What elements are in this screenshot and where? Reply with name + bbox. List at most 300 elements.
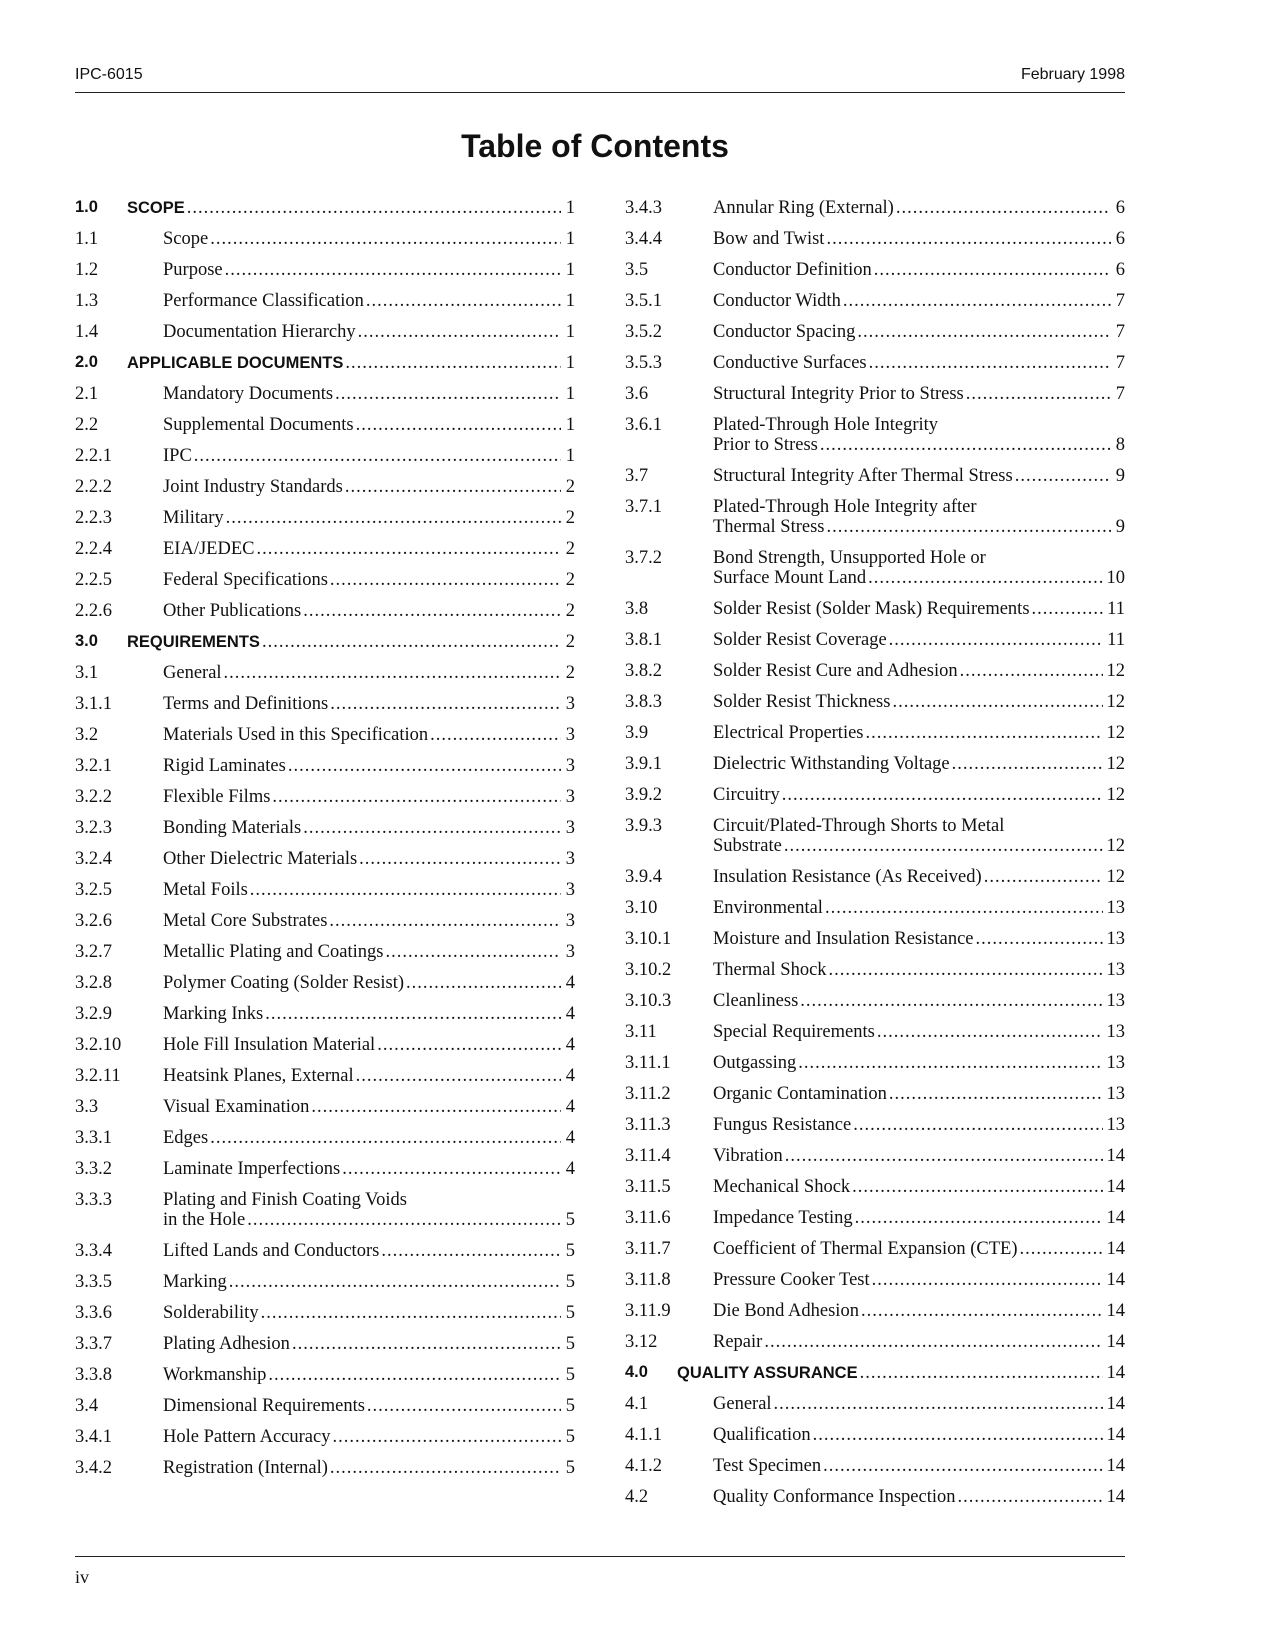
- toc-entry[interactable]: [75, 1303, 575, 1323]
- page-ref: 1: [565, 353, 575, 373]
- section-title: Documentation Hierarchy: [163, 322, 356, 342]
- toc-entry[interactable]: [625, 1394, 1125, 1414]
- section-number: 3.2.8: [75, 973, 112, 993]
- section-title: Moisture and Insulation Resistance: [713, 929, 974, 949]
- section-number: 3.9.1: [625, 754, 662, 774]
- toc-entry[interactable]: [625, 1177, 1125, 1197]
- section-number: 3.5.2: [625, 322, 662, 342]
- toc-entry[interactable]: [625, 1053, 1125, 1073]
- toc-entry[interactable]: [625, 785, 1125, 805]
- section-title: Solder Resist Coverage: [713, 630, 887, 650]
- section-title-continued: Surface Mount Land: [713, 568, 867, 588]
- dot-leader: [250, 880, 561, 900]
- toc-entry[interactable]: [625, 929, 1125, 949]
- toc-entry[interactable]: [625, 291, 1125, 311]
- toc-entry[interactable]: [75, 1159, 575, 1179]
- page-ref: 11: [1107, 630, 1125, 650]
- page-header: [75, 62, 1125, 93]
- page-ref: 2: [565, 570, 575, 590]
- dot-leader: [256, 539, 561, 559]
- section-title: Visual Examination: [163, 1097, 310, 1117]
- dot-leader: [210, 229, 561, 249]
- section-number: 3.4.3: [625, 198, 662, 218]
- page-ref: 5: [565, 1241, 575, 1261]
- section-title: Registration (Internal): [163, 1458, 328, 1478]
- section-number: 3.4.1: [75, 1427, 112, 1447]
- section-title-continued: Thermal Stress: [713, 517, 825, 537]
- page-ref: 14: [1106, 1487, 1125, 1507]
- section-number: 1.3: [75, 291, 99, 311]
- toc-entry[interactable]: [75, 260, 575, 280]
- section-number: 2.2.1: [75, 446, 112, 466]
- page-ref: 13: [1106, 1022, 1125, 1042]
- toc-entry[interactable]: [625, 599, 1125, 619]
- section-number: 4.1.1: [625, 1425, 662, 1445]
- section-title: Plating and Finish Coating Voids: [163, 1190, 407, 1210]
- section-number: 3.11.6: [625, 1208, 671, 1228]
- page-ref: 3: [565, 725, 575, 745]
- toc-entry[interactable]: [625, 1084, 1125, 1104]
- page-ref: 6: [1115, 229, 1125, 249]
- toc-entry[interactable]: [625, 723, 1125, 743]
- toc-entry[interactable]: [625, 692, 1125, 712]
- section-number: 3.4.2: [75, 1458, 112, 1478]
- section-number: 3.10.1: [625, 929, 672, 949]
- dot-leader: [303, 818, 561, 838]
- section-title: Test Specimen: [713, 1456, 822, 1476]
- section-number: 2.2: [75, 415, 99, 435]
- section-title: Workmanship: [163, 1365, 267, 1385]
- toc-entry[interactable]: [75, 1241, 575, 1261]
- page-ref: 1: [565, 260, 575, 280]
- dot-leader: [813, 1425, 1103, 1445]
- toc-entry[interactable]: [625, 1363, 1125, 1383]
- section-number: 3.3.3: [75, 1190, 112, 1210]
- toc-entry[interactable]: [75, 415, 575, 435]
- page-ref: 2: [565, 632, 575, 652]
- section-number: 4.0: [625, 1363, 648, 1381]
- toc-entry[interactable]: [625, 353, 1125, 373]
- section-title: Organic Contamination: [713, 1084, 887, 1104]
- section-title: Structural Integrity After Thermal Stress: [713, 466, 1013, 486]
- page-ref: 1: [565, 322, 575, 342]
- toc-entry[interactable]: [625, 1301, 1125, 1321]
- toc-entry[interactable]: [75, 1066, 575, 1086]
- toc-entry[interactable]: [625, 898, 1125, 918]
- toc-entry[interactable]: [75, 1190, 575, 1230]
- section-title: IPC: [163, 446, 192, 466]
- section-title: Cleanliness: [713, 991, 799, 1011]
- toc-entry[interactable]: [75, 322, 575, 342]
- section-title: General: [713, 1394, 772, 1414]
- toc-entry[interactable]: [75, 1004, 575, 1024]
- section-title: Circuit/Plated-Through Shorts to Metal: [713, 816, 1005, 836]
- page-ref: 4: [565, 1035, 575, 1055]
- section-number: 4.1.2: [625, 1456, 662, 1476]
- toc-entry[interactable]: [625, 548, 1125, 588]
- section-title: Materials Used in this Specification: [163, 725, 429, 745]
- section-title: Structural Integrity Prior to Stress: [713, 384, 964, 404]
- toc-entry[interactable]: [625, 497, 1125, 537]
- toc-entry[interactable]: [625, 1115, 1125, 1135]
- dot-leader: [288, 756, 561, 776]
- page-ref: 6: [1115, 260, 1125, 280]
- section-title: Purpose: [163, 260, 223, 280]
- page-ref: 3: [565, 756, 575, 776]
- toc-entry[interactable]: [75, 694, 575, 714]
- toc-right-column: [625, 198, 1125, 1518]
- section-title-continued: Substrate: [713, 836, 782, 856]
- page-ref: 3: [565, 942, 575, 962]
- toc-entry[interactable]: [625, 1146, 1125, 1166]
- section-title: Laminate Imperfections: [163, 1159, 341, 1179]
- section-title: Electrical Properties: [713, 723, 864, 743]
- section-number: 3.11.8: [625, 1270, 671, 1290]
- toc-entry[interactable]: [625, 630, 1125, 650]
- section-number: 2.2.6: [75, 601, 112, 621]
- section-title: Bonding Materials: [163, 818, 302, 838]
- page-ref: 3: [565, 694, 575, 714]
- section-number: 3.12: [625, 1332, 658, 1352]
- toc-entry[interactable]: [75, 663, 575, 683]
- toc-entry[interactable]: [625, 754, 1125, 774]
- page-ref: 9: [1115, 517, 1125, 537]
- page-ref: 3: [565, 911, 575, 931]
- toc-entry[interactable]: [625, 1208, 1125, 1228]
- toc-entry[interactable]: [75, 1458, 575, 1478]
- page-ref: 5: [565, 1365, 575, 1385]
- section-title: Hole Pattern Accuracy: [163, 1427, 331, 1447]
- section-title: Solder Resist Cure and Adhesion: [713, 661, 958, 681]
- toc-entry[interactable]: [75, 1365, 575, 1385]
- toc-left-column: [75, 198, 575, 1489]
- dot-leader: [330, 1458, 561, 1478]
- dot-leader: [877, 1022, 1103, 1042]
- dot-leader: [377, 1035, 561, 1055]
- toc-entry[interactable]: [625, 415, 1125, 455]
- section-title: Conductor Width: [713, 291, 841, 311]
- dot-leader: [272, 787, 561, 807]
- toc-entry[interactable]: [625, 816, 1125, 856]
- section-number: 1.4: [75, 322, 99, 342]
- dot-leader: [861, 1301, 1103, 1321]
- page-ref: 13: [1106, 1084, 1125, 1104]
- section-title: Hole Fill Insulation Material: [163, 1035, 376, 1055]
- toc-entry[interactable]: [625, 867, 1125, 887]
- page-ref: 2: [565, 508, 575, 528]
- page-ref: 7: [1115, 291, 1125, 311]
- section-title: Qualification: [713, 1425, 811, 1445]
- page-ref: 12: [1106, 754, 1125, 774]
- page-ref: 7: [1115, 322, 1125, 342]
- page-ref: 7: [1115, 384, 1125, 404]
- section-title: Plating Adhesion: [163, 1334, 290, 1354]
- page-ref: 12: [1106, 692, 1125, 712]
- section-number: 3.11.5: [625, 1177, 671, 1197]
- toc-entry[interactable]: [625, 1239, 1125, 1259]
- section-number: 3.3: [75, 1097, 99, 1117]
- section-number: 3.8.1: [625, 630, 662, 650]
- section-number: 3.3.8: [75, 1365, 112, 1385]
- section-title: APPLICABLE DOCUMENTS: [127, 354, 344, 372]
- section-number: 3.3.1: [75, 1128, 112, 1148]
- toc-entry[interactable]: [625, 322, 1125, 342]
- section-number: 1.2: [75, 260, 99, 280]
- dot-leader: [345, 477, 561, 497]
- section-title: Performance Classification: [163, 291, 364, 311]
- section-number: 3.4.4: [625, 229, 662, 249]
- section-number: 3.5.3: [625, 353, 662, 373]
- section-title: Federal Specifications: [163, 570, 328, 590]
- dot-leader: [335, 384, 561, 404]
- dot-leader: [800, 991, 1102, 1011]
- dot-leader: [829, 960, 1103, 980]
- section-title: Quality Conformance Inspection: [713, 1487, 956, 1507]
- section-number: 4.2: [625, 1487, 649, 1507]
- page-ref: 2: [565, 601, 575, 621]
- toc-entry[interactable]: [75, 508, 575, 528]
- dot-leader: [330, 694, 561, 714]
- section-title: Conductor Definition: [713, 260, 872, 280]
- toc-entry[interactable]: [75, 973, 575, 993]
- toc-entry[interactable]: [625, 229, 1125, 249]
- page-ref: 13: [1106, 929, 1125, 949]
- dot-leader: [1019, 1239, 1102, 1259]
- page-ref: 13: [1106, 960, 1125, 980]
- toc-entry[interactable]: [75, 291, 575, 311]
- page-ref: 1: [565, 415, 575, 435]
- toc-entry[interactable]: [75, 384, 575, 404]
- toc-entry[interactable]: [75, 756, 575, 776]
- section-number: 3.8: [625, 599, 649, 619]
- section-number: 3.3.2: [75, 1159, 112, 1179]
- section-title: SCOPE: [127, 199, 185, 217]
- page-ref: 14: [1106, 1177, 1125, 1197]
- dot-leader: [430, 725, 561, 745]
- dot-leader: [827, 517, 1112, 537]
- dot-leader: [826, 229, 1111, 249]
- section-number: 3.2.7: [75, 942, 112, 962]
- page-ref: 14: [1106, 1394, 1125, 1414]
- section-number: 3.11.1: [625, 1053, 671, 1073]
- dot-leader: [210, 1128, 561, 1148]
- toc-entry[interactable]: [625, 1270, 1125, 1290]
- section-title: Mandatory Documents: [163, 384, 334, 404]
- section-title: Metal Core Substrates: [163, 911, 328, 931]
- page-ref: 12: [1106, 661, 1125, 681]
- page-ref: 13: [1106, 1115, 1125, 1135]
- toc-entry[interactable]: [625, 1332, 1125, 1352]
- page-ref: 11: [1107, 599, 1125, 619]
- section-number: 2.2.4: [75, 539, 112, 559]
- toc-entry[interactable]: [75, 632, 575, 652]
- dot-leader: [367, 1396, 561, 1416]
- toc-entry[interactable]: [625, 260, 1125, 280]
- section-title: Dimensional Requirements: [163, 1396, 365, 1416]
- section-title: Solder Resist (Solder Mask) Requirements: [713, 599, 1030, 619]
- section-number: 3.2.2: [75, 787, 112, 807]
- section-number: 3.4: [75, 1396, 99, 1416]
- toc-entry[interactable]: [625, 384, 1125, 404]
- toc-entry[interactable]: [75, 818, 575, 838]
- toc-entry[interactable]: [75, 1427, 575, 1447]
- section-title: Other Publications: [163, 601, 302, 621]
- dot-leader: [262, 632, 561, 652]
- section-title: QUALITY ASSURANCE: [677, 1364, 858, 1382]
- toc-entry[interactable]: [625, 1022, 1125, 1042]
- page-ref: 4: [565, 1097, 575, 1117]
- toc-entry[interactable]: [625, 661, 1125, 681]
- section-number: 3.8.3: [625, 692, 662, 712]
- toc-entry[interactable]: [625, 991, 1125, 1011]
- page-ref: 3: [565, 818, 575, 838]
- page-ref: 2: [565, 477, 575, 497]
- section-number: 3.5: [625, 260, 649, 280]
- toc-entry[interactable]: [625, 960, 1125, 980]
- section-number: 3.9.2: [625, 785, 662, 805]
- toc-entry[interactable]: [75, 1097, 575, 1117]
- page-ref: 5: [565, 1210, 575, 1230]
- section-number: 3.5.1: [625, 291, 662, 311]
- page-ref: 4: [565, 1004, 575, 1024]
- section-number: 3.11.7: [625, 1239, 671, 1259]
- toc-entry[interactable]: [75, 229, 575, 249]
- toc-entry[interactable]: [625, 1487, 1125, 1507]
- section-title: EIA/JEDEC: [163, 539, 255, 559]
- section-number: 2.2.5: [75, 570, 112, 590]
- section-title: Joint Industry Standards: [163, 477, 343, 497]
- toc-entry[interactable]: [75, 446, 575, 466]
- toc-entry[interactable]: [75, 601, 575, 621]
- dot-leader: [869, 353, 1111, 373]
- page-ref: 14: [1106, 1208, 1125, 1228]
- page-ref: 1: [565, 384, 575, 404]
- section-title: Coefficient of Thermal Expansion (CTE): [713, 1239, 1018, 1259]
- page-ref: 14: [1106, 1332, 1125, 1352]
- dot-leader: [855, 1208, 1103, 1228]
- section-number: 3.7: [625, 466, 649, 486]
- section-number: 2.0: [75, 353, 98, 371]
- section-number: 3.2.4: [75, 849, 112, 869]
- section-number: 3.2.11: [75, 1066, 121, 1086]
- section-title: Supplemental Documents: [163, 415, 354, 435]
- page-ref: 5: [565, 1427, 575, 1447]
- section-title: Environmental: [713, 898, 823, 918]
- section-title: Flexible Films: [163, 787, 271, 807]
- toc-entry[interactable]: [75, 849, 575, 869]
- page-ref: 14: [1106, 1363, 1125, 1383]
- dot-leader: [268, 1365, 561, 1385]
- section-title: Conductive Surfaces: [713, 353, 867, 373]
- section-title: General: [163, 663, 222, 683]
- page-title: Table of Contents: [461, 128, 729, 164]
- dot-leader: [798, 1053, 1102, 1073]
- toc-entry[interactable]: [75, 1334, 575, 1354]
- page-ref: 4: [565, 1128, 575, 1148]
- toc-entry[interactable]: [75, 353, 575, 373]
- section-title: Metal Foils: [163, 880, 248, 900]
- dot-leader: [356, 1066, 561, 1086]
- section-number: 3.3.4: [75, 1241, 112, 1261]
- toc-entry[interactable]: [75, 198, 575, 218]
- toc-entry[interactable]: [625, 1456, 1125, 1476]
- section-title: Plated-Through Hole Integrity: [713, 415, 939, 435]
- page-ref: 1: [565, 291, 575, 311]
- section-number: 3.9.4: [625, 867, 662, 887]
- page-ref: 3: [565, 849, 575, 869]
- section-number: 3.2.5: [75, 880, 112, 900]
- toc-entry[interactable]: [75, 880, 575, 900]
- dot-leader: [820, 435, 1111, 455]
- dot-leader: [866, 723, 1103, 743]
- toc-entry[interactable]: [75, 1396, 575, 1416]
- dot-leader: [358, 322, 561, 342]
- dot-leader: [225, 260, 561, 280]
- dot-leader: [774, 1394, 1103, 1414]
- section-number: 3.3.7: [75, 1334, 112, 1354]
- dot-leader: [892, 692, 1102, 712]
- dot-leader: [342, 1159, 561, 1179]
- page-ref: 12: [1106, 836, 1125, 856]
- toc-entry[interactable]: [75, 477, 575, 497]
- page-ref: 14: [1106, 1239, 1125, 1259]
- section-number: 3.7.2: [625, 548, 662, 568]
- toc-entry[interactable]: [75, 911, 575, 931]
- toc-entry[interactable]: [625, 1425, 1125, 1445]
- section-title: Pressure Cooker Test: [713, 1270, 870, 1290]
- dot-leader: [960, 661, 1103, 681]
- section-number: 4.1: [625, 1394, 649, 1414]
- toc-entry[interactable]: [75, 1128, 575, 1148]
- page-ref: 3: [565, 787, 575, 807]
- page-ref: 7: [1115, 353, 1125, 373]
- page-ref: 5: [565, 1272, 575, 1292]
- dot-leader: [359, 849, 561, 869]
- toc-entry[interactable]: [75, 1272, 575, 1292]
- section-title: Circuitry: [713, 785, 780, 805]
- dot-leader: [764, 1332, 1102, 1352]
- toc-entry[interactable]: [75, 725, 575, 745]
- dot-leader: [843, 291, 1111, 311]
- section-title: Rigid Laminates: [163, 756, 286, 776]
- page-ref: 4: [565, 973, 575, 993]
- dot-leader: [872, 1270, 1103, 1290]
- section-number: 1.1: [75, 229, 99, 249]
- dot-leader: [1032, 599, 1104, 619]
- toc-entry[interactable]: [75, 787, 575, 807]
- toc-entry[interactable]: [75, 570, 575, 590]
- section-number: 3.1: [75, 663, 99, 683]
- section-number: 3.6.1: [625, 415, 662, 435]
- toc-entry[interactable]: [75, 539, 575, 559]
- toc-entry[interactable]: [625, 466, 1125, 486]
- page-ref: 5: [565, 1303, 575, 1323]
- dot-leader: [852, 1177, 1102, 1197]
- toc-entry[interactable]: [75, 1035, 575, 1055]
- dot-leader: [261, 1303, 561, 1323]
- dot-leader: [330, 570, 561, 590]
- dot-leader: [966, 384, 1111, 404]
- section-number: 3.2.9: [75, 1004, 112, 1024]
- section-number: 3.10: [625, 898, 658, 918]
- section-title-continued: in the Hole: [163, 1210, 246, 1230]
- section-number: 3.3.6: [75, 1303, 112, 1323]
- dot-leader: [303, 601, 561, 621]
- section-number: 3.2.3: [75, 818, 112, 838]
- toc-entry[interactable]: [625, 198, 1125, 218]
- toc-entry[interactable]: [75, 942, 575, 962]
- dot-leader: [984, 867, 1103, 887]
